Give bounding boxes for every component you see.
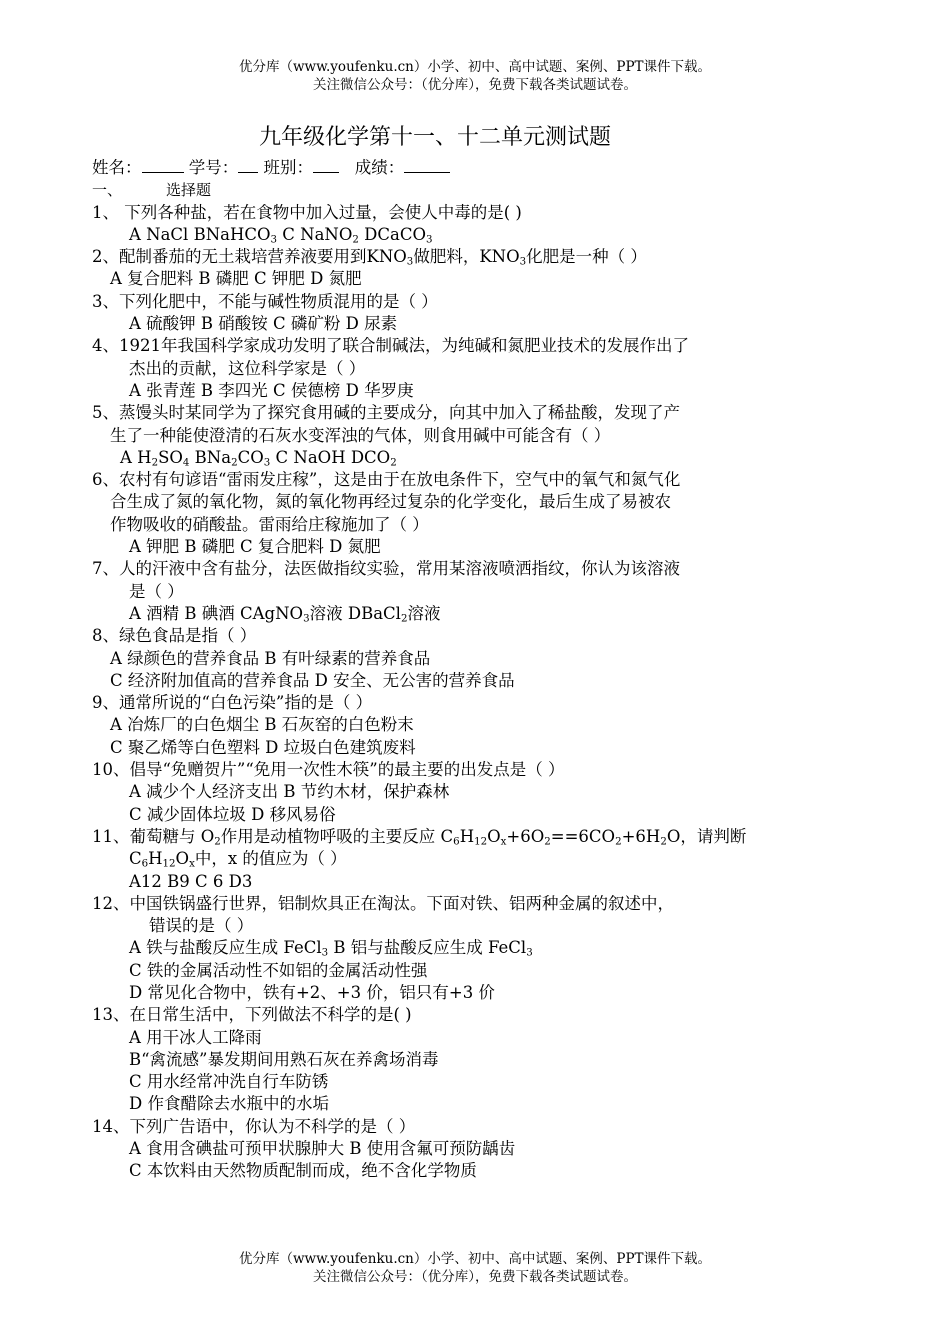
question-13-option-d: D 作食醋除去水瓶中的水垢: [129, 1094, 329, 1114]
question-14-options-1: A 食用含碘盐可预甲状腺肿大 B 使用含氟可预防龋齿: [129, 1139, 516, 1159]
question-12-stem: 12、中国铁锅盛行世界，铝制炊具正在淘汰。下面对铁、铝两种金属的叙述中，: [92, 893, 674, 913]
question-7-stem-cont: 是（ ）: [129, 581, 184, 601]
question-12-options-2: C 铁的金属活动性不如铝的金属活动性强: [129, 960, 428, 980]
question-9-stem: 9、通常所说的“白色污染”指的是（ ）: [92, 693, 373, 713]
question-11-stem-cont: $C_6H_{12}O_x$中，x 的值应为（ ）: [129, 849, 347, 870]
question-14-stem: 14、下列广告语中，你认为不科学的是（ ）: [92, 1116, 416, 1136]
question-13-stem: 13、在日常生活中，下列做法不科学的是( ): [92, 1005, 412, 1025]
question-6-stem-cont-2: 作物吸收的硝酸盐。雷雨给庄稼施加了（ ）: [110, 514, 429, 534]
page-title: 九年级化学第十一、十二单元测试题: [258, 125, 611, 150]
section-number: 一、: [92, 181, 123, 200]
name-label: 姓名：: [92, 158, 142, 177]
question-6-options: A 钾肥 B 磷肥 C 复合肥料 D 氮肥: [129, 537, 381, 557]
exam-body: [92, 157, 792, 1183]
question-13-option-c: C 用水经常冲洗自行车防锈: [129, 1072, 329, 1092]
question-10-options-2: C 减少固体垃圾 D 移风易俗: [129, 804, 336, 824]
number-blank: [238, 157, 258, 173]
question-2-options: A 复合肥料 B 磷肥 C 钾肥 D 氮肥: [110, 269, 362, 289]
section-heading: [92, 179, 792, 201]
question-13-option-b: B“禽流感”暴发期间用熟石灰在养禽场消毒: [129, 1049, 439, 1069]
class-label: 班别：: [263, 158, 313, 177]
question-10-stem: 10、倡导“免赠贺片”“免用一次性木筷”的最主要的出发点是（ ）: [92, 760, 565, 780]
question-7-stem: 7、人的汗液中含有盐分，法医做指纹实验，常用某溶液喷洒指纹，你认为该溶液: [92, 559, 680, 579]
class-blank: [313, 157, 339, 173]
score-blank: [404, 157, 450, 173]
header-line-2: 关注微信公众号：（优分库），免费下载各类试题试卷。: [313, 77, 637, 93]
question-6-stem: 6、农村有句谚语“雷雨发庄稼”，这是由于在放电条件下，空气中的氧气和氮气化: [92, 470, 681, 490]
question-5-options: A $H_2SO_4$ $BNa_2CO_3$ C NaOH $DCO_2$: [120, 447, 397, 469]
question-14-options-2: C 本饮料由天然物质配制而成，绝不含化学物质: [129, 1161, 477, 1181]
student-info-line: [92, 157, 792, 179]
question-11-stem: 11、葡萄糖与 $O_2$作用是动植物呼吸的主要反应 $C_6H_{12}O_x+6O_2==6CO_2+6H_2O$，请判断: [92, 826, 747, 848]
question-4-stem: 4、1921年我国科学家成功发明了联合制碱法，为纯碱和氮肥业技术的发展作出了: [92, 336, 689, 356]
question-1-options: A NaCl BNaHCO$_3$ C NaNO$_2$ DCaCO$_3$: [129, 224, 433, 246]
question-10-options-1: A 减少个人经济支出 B 节约木材，保护森林: [129, 782, 450, 802]
section-label: 选择题: [166, 181, 212, 200]
question-5-stem: 5、蒸馒头时某同学为了探究食用碱的主要成分，向其中加入了稀盐酸，发现了产: [92, 403, 680, 423]
question-2-stem: 2、配制番茄的无土栽培营养液要用到$KNO_3$做肥料，$KNO_3$化肥是一种（ ）: [92, 247, 647, 268]
question-3-options: A 硫酸钾 B 硝酸铵 C 磷矿粉 D 尿素: [129, 314, 398, 334]
question-12-options-1: A 铁与盐酸反应生成 FeCl$_3$ B 铝与盐酸反应生成 FeCl$_3$: [129, 938, 533, 959]
question-12-stem-cont: 错误的是（ ）: [149, 916, 254, 936]
question-4-options: A 张青莲 B 李四光 C 侯德榜 D 华罗庚: [129, 380, 414, 400]
question-6-stem-cont-1: 合生成了氮的氧化物，氮的氧化物再经过复杂的化学变化，最后生成了易被农: [110, 492, 671, 512]
question-3-stem: 3、下列化肥中，不能与碱性物质混用的是（ ）: [92, 291, 438, 311]
question-1-stem: 1、 下列各种盐，若在食物中加入过量，会使人中毒的是( ): [92, 202, 522, 222]
question-4-stem-cont: 杰出的贡献，这位科学家是（ ）: [129, 358, 366, 378]
number-label: 学号：: [188, 158, 239, 177]
score-label: 成绩：: [354, 158, 405, 177]
name-blank: [142, 157, 184, 173]
footer-line-2: 关注微信公众号：（优分库），免费下载各类试题试卷。: [313, 1269, 637, 1285]
question-7-options: A 酒精 B 碘酒 CAgNO$_3$溶液 DBaCl$_2$溶液: [129, 603, 441, 625]
page-footer: [0, 1250, 950, 1286]
question-8-options-2: C 经济附加值高的营养食品 D 安全、无公害的营养食品: [110, 670, 515, 690]
question-11-options: A12 B9 C 6 D3: [129, 871, 253, 891]
header-line-1: 优分库（www.youfenku.cn）小学、初中、高中试题、案例、PPT课件下载。: [238, 59, 712, 75]
footer-line-1: 优分库（www.youfenku.cn）小学、初中、高中试题、案例、PPT课件下载。: [238, 1251, 712, 1267]
question-9-options-2: C 聚乙烯等白色塑料 D 垃圾白色建筑废料: [110, 737, 416, 757]
question-8-stem: 8、绿色食品是指（ ）: [92, 626, 257, 646]
question-9-options-1: A 冶炼厂的白色烟尘 B 石灰窑的白色粉末: [110, 715, 414, 735]
page-header: [0, 58, 950, 94]
question-12-options-3: D 常见化合物中，铁有+2、+3 价，铝只有+3 价: [129, 982, 495, 1002]
question-8-options-1: A 绿颜色的营养食品 B 有叶绿素的营养食品: [110, 648, 431, 668]
question-13-option-a: A 用干冰人工降雨: [129, 1027, 262, 1047]
question-5-stem-cont: 生了一种能使澄清的石灰水变浑浊的气体，则食用碱中可能含有（ ）: [110, 425, 611, 445]
